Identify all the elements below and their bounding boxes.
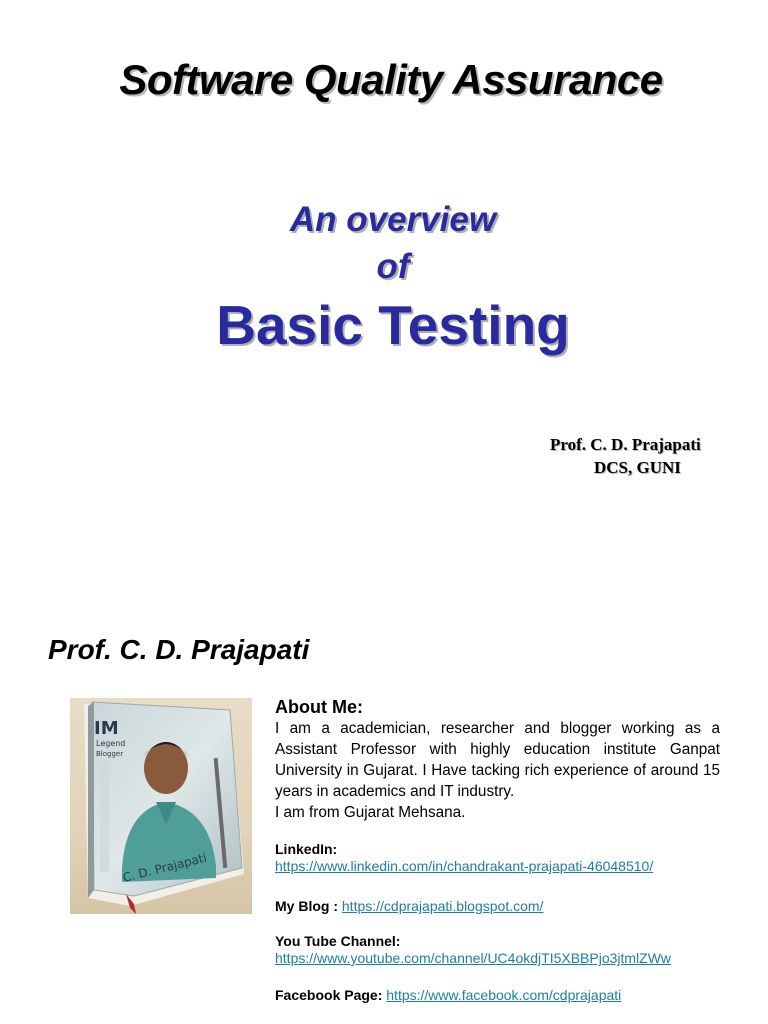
book-cover-image: [70, 698, 252, 914]
about-text: I am a academician, researcher and blogger working as a Assistant Professor with highly education institute Ganpat University in Gujarat. I Have tacking rich experience of around 15 years in academics and IT industry.: [275, 720, 720, 800]
youtube-block: [275, 933, 671, 967]
facebook-label: Facebook Page:: [275, 987, 383, 1003]
profile-heading: Prof. C. D. Prajapati: [48, 634, 310, 665]
youtube-link[interactable]: https://www.youtube.com/channel/UC4okdjTI5XBBPjo3jtmlZWw: [275, 950, 672, 966]
author-block: [550, 433, 701, 479]
linkedin-label: LinkedIn:: [275, 841, 338, 857]
subtitle-line-1: An overview: [289, 200, 497, 239]
author-name: Prof. C. D. Prajapati: [550, 435, 701, 454]
youtube-label: You Tube Channel:: [275, 933, 401, 949]
book-author-name: C. D. Prajapati: [121, 850, 209, 885]
about-heading: About Me:: [275, 697, 363, 717]
author-photo: [70, 698, 252, 914]
badge-text: IM: [94, 718, 119, 739]
facebook-block: [275, 987, 621, 1004]
linkedin-block: [275, 841, 653, 875]
document-title: Software Quality Assurance: [119, 56, 663, 103]
about-section: [275, 696, 720, 823]
blog-label: My Blog :: [275, 898, 338, 914]
badge-sub2: Blogger: [96, 750, 124, 758]
about-text-2: I am from Gujarat Mehsana.: [275, 804, 466, 821]
blog-block: [275, 898, 543, 915]
facebook-link[interactable]: https://www.facebook.com/cdprajapati: [386, 987, 622, 1003]
linkedin-link[interactable]: https://www.linkedin.com/in/chandrakant-prajapati-46048510/: [275, 858, 654, 874]
blog-link[interactable]: https://cdprajapati.blogspot.com/: [341, 898, 544, 914]
subtitle-line-2: of: [376, 247, 410, 286]
subtitle-line-3: Basic Testing: [216, 294, 570, 356]
badge-sub: Legend: [96, 739, 126, 748]
author-dept: DCS, GUNI: [594, 458, 681, 477]
